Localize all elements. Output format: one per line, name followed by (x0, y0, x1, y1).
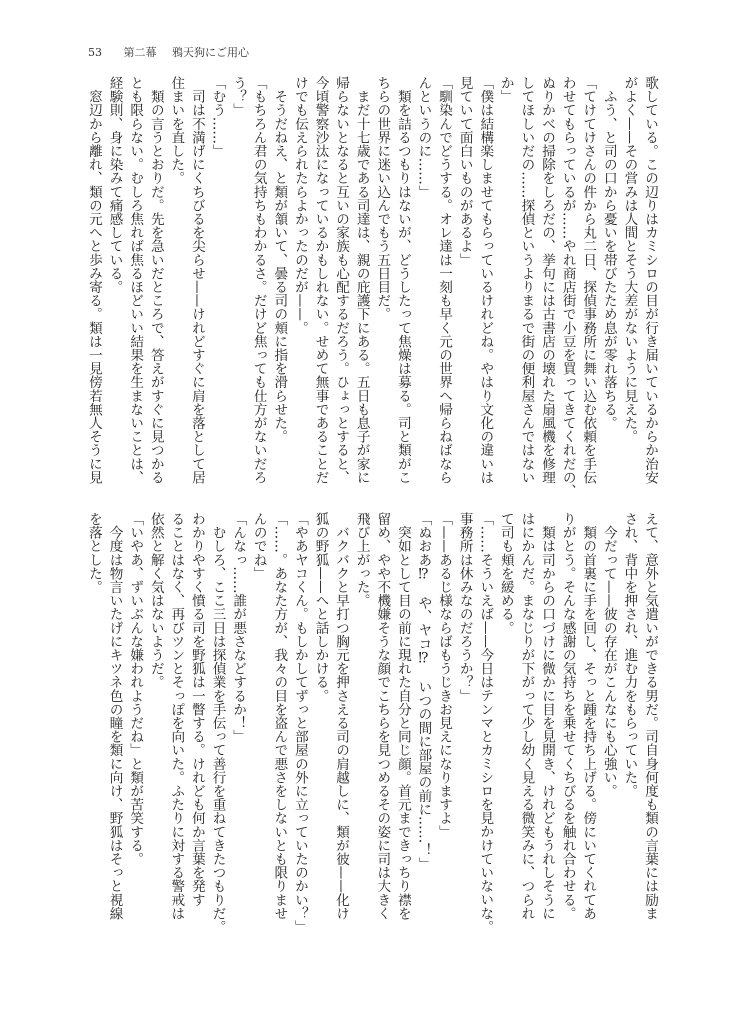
text-line: ちらの世界に迷い込んでもう五日目だ。 (374, 76, 391, 321)
text-line: ることはなく、再びツンとそっぽを向いた。ふたりに対する警戒は (168, 512, 185, 920)
text-line: けでも伝えられたらよかったのだが——。 (291, 76, 308, 335)
text-line: 司は不満げにくちびるを尖らせ——けれどすぐに肩を落として居 (188, 76, 205, 484)
text-line: 「僕は結構楽しませてもらっているけれどね。やはり文化の違いは (477, 76, 494, 484)
text-line: わせてもらっているが……やれ商店街で小豆を買ってきてくれだの、 (559, 76, 576, 498)
chapter-title: 鴉天狗にご用心 (172, 46, 249, 59)
text-line: 「やあヤコくん。もしかしてずっと部屋の外に立っていたのかい？」 (291, 512, 308, 934)
text-line: 窓辺から離れ、類の元へと歩み寄る。類は一見傍若無人そうに見 (85, 76, 102, 484)
text-line: りがとう。そんな感謝の気持ちを乗せてくちびるを触れ合わせる。 (559, 512, 576, 920)
text-line: 経験則、身に染みて痛感している。 (106, 76, 123, 294)
text-line: 「馴染んでどうする。オレ達は一刻も早く元の世界へ帰らねばなら (436, 76, 453, 484)
text-line: 依然と解く気はないようだ。 (147, 512, 164, 689)
text-line: とも限らない。むしろ焦れば焦るほどいい結果を生まないことは、 (127, 76, 144, 484)
text-line: 飛び上がった。 (353, 512, 370, 608)
text-line: 「てけてけさんの件から丸二日、探偵事務所に舞い込む依頼を手伝 (580, 76, 597, 484)
text-line: バクバクと早打つ胸元を押さえる司の肩越しに、類が彼——化け (333, 512, 350, 920)
text-line: 類は司からの口づけに微かに目を見開き、けれどもうれしそうに (539, 512, 556, 920)
text-line: 見ていて面白いものがあるよ」 (456, 76, 473, 267)
text-line: そうだねえ、と類が頷いて、曇る司の頬に指を滑らせた。 (271, 76, 288, 444)
text-line: 今度は物言いたげにキツネ色の瞳を類に向け、野狐はそっと視線 (106, 512, 123, 920)
text-line: 突如として目の前に現れた自分と同じ顔。首元まできっちり襟を (394, 512, 411, 920)
text-line: され、背中を押され、進む力をもらっていた。 (621, 512, 638, 798)
text-line: 今だって——彼の存在がこんなにも心強い。 (600, 512, 617, 798)
text-block-bottom (83, 512, 660, 952)
text-line: 「もちろん君の気持ちもわかるさ。だけど焦っても仕方がないだろ (250, 76, 267, 484)
text-line: がよく——その営みは人間とそう大差がないように見えた。 (621, 76, 638, 444)
text-line: か」 (497, 76, 514, 104)
text-line: ぬりかべの掃除をしろだの、挙句には古書店の壊れた扇風機を修理 (539, 76, 556, 484)
text-line: んのでね」 (250, 512, 267, 580)
text-line: 「……そういえば——今日はテンマとカミシロを見かけていないな。 (477, 512, 494, 934)
text-line: 「ぬおあ⁉ や、ヤコ⁉ いつの間に部屋の前に……！」 (415, 512, 432, 871)
act-label: 第二幕 (123, 46, 157, 59)
text-line: 狐の野狐——へと話しかける。 (312, 512, 329, 703)
text-line: 「むう……」 (209, 76, 226, 158)
text-line: 住まいを直した。 (168, 76, 185, 185)
text-line: 「いやあ、ずいぶんな嫌われようだね」と類が苦笑する。 (127, 512, 144, 866)
text-line: 「んなっ……誰が悪さなどするか！」 (230, 512, 247, 744)
text-line: 今頃警察沙汰になっているかもしれない。せめて無事であることだ (312, 76, 329, 484)
text-line: 歌している。この辺りはカミシロの目が行き届いているからか治安 (642, 76, 658, 484)
text-line: 類を詰るつもりはないが、どうしたって焦燥は募る。司と類がこ (394, 76, 411, 484)
running-header (88, 44, 249, 60)
text-line: 類の首裏に手を回し、そっと踵を持ち上げる。傍にいてくれてあ (580, 512, 597, 920)
text-line: してほしいだの……探偵というよりまるで街の便利屋さんではない (518, 76, 535, 484)
text-line: 「……。あなた方が、我々の目を盗んで悪さをしないとも限りませ (271, 512, 288, 920)
page-number: 53 (88, 46, 102, 59)
text-line: う？」 (230, 76, 247, 117)
text-line: むしろ、ここ三日は探偵業を手伝って善行を重ねてきたつもりだ。 (209, 512, 226, 934)
text-line: えて、意外と気遣いができる男だ。司自身何度も類の言葉には励ま (642, 512, 658, 920)
text-line: 事務所は休みなのだろうか？」 (456, 512, 473, 703)
text-block-top (83, 76, 660, 516)
text-line: はにかんだ。まなじりが下がって少し幼く見える微笑みに、つられ (518, 512, 535, 920)
text-line: を落とした。 (85, 512, 102, 594)
text-line: ふう、と司の口から憂いを帯びたため息が零れ落ちる。 (600, 76, 617, 430)
text-line: 留め、やや不機嫌そうな顔でこちらを見つめるその姿に司は大きく (374, 512, 391, 920)
text-line: まだ十七歳である司達は、親の庇護下にある。五日も息子が家に (353, 76, 370, 484)
text-line: 類の言うとおりだ。先を急いだところで、答えがすぐに見つかる (147, 76, 164, 484)
text-line: わかりやすく憤る司を野狐は一瞥する。けれども何か言葉を発す (188, 512, 205, 907)
text-line: て司も頬を緩める。 (497, 512, 514, 635)
text-line: 「——あるじ様ならばもうじきお見えになりますよ」 (436, 512, 453, 839)
text-line: 帰らないとなると互いの家族も心配するだろう。ひょっとすると、 (333, 76, 350, 484)
text-line: んというのに……」 (415, 76, 432, 199)
